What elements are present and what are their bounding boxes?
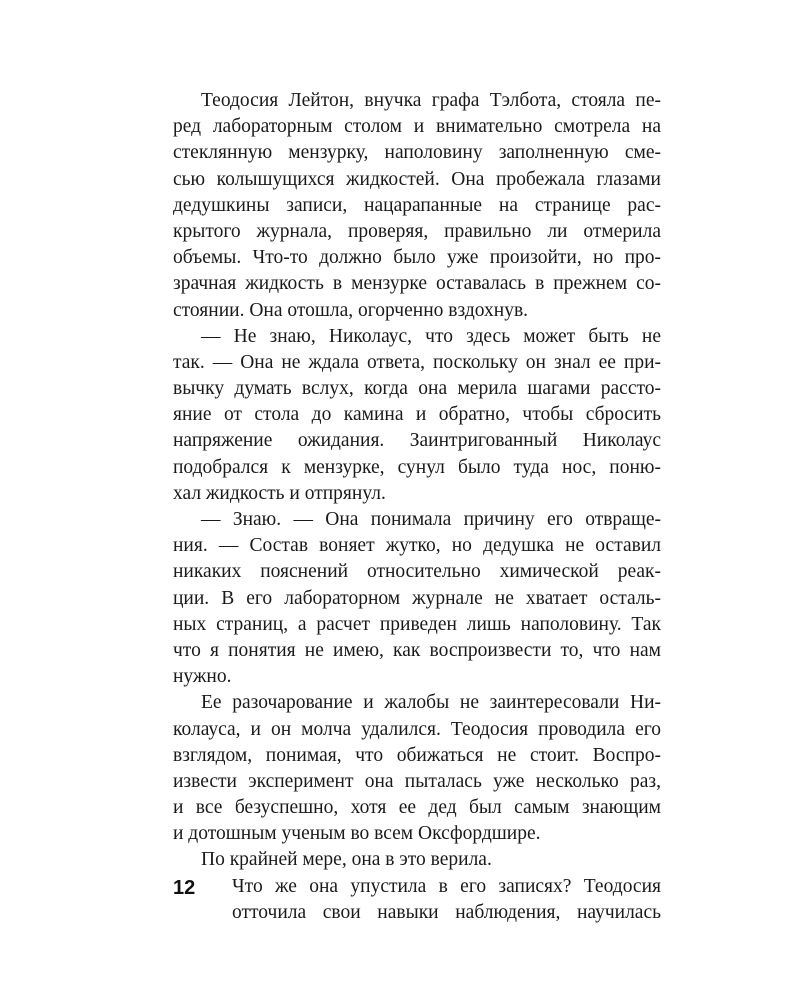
text-line: колауса, и он молча удалился. Теодосия проводила его xyxy=(173,718,661,740)
text-line: стоянии. Она отошла, огорченно вздохнув. xyxy=(173,299,529,321)
text-line: сью колышущихся жидкостей. Она пробежала глазами xyxy=(173,168,661,190)
book-page-text xyxy=(173,88,661,926)
text-line: подобрался к мензурке, сунул было туда нос, поню- xyxy=(173,456,661,478)
text-line: хал жидкость и отпрянул. xyxy=(173,482,386,504)
text-line: напряжение ожидания. Заинтригованный Николаус xyxy=(173,430,661,452)
text-line: зрачная жидкость в мензурке оставалась в прежнем со- xyxy=(173,273,661,295)
text-line: извести эксперимент она пыталась уже несколько раз, xyxy=(173,770,661,792)
text-line: ных страниц, а расчет приведен лишь наполовину. Так xyxy=(173,613,661,635)
text-line: вычку думать вслух, когда она мерила шагами рассто- xyxy=(173,378,661,400)
text-line: крытого журнала, проверяя, правильно ли отмерила xyxy=(173,220,661,242)
text-line: ред лабораторным столом и внимательно смотрела на xyxy=(173,116,661,138)
text-line: дедушкины записи, нацарапанные на странице рас- xyxy=(173,194,661,216)
text-line: яние от стола до камина и обратно, чтобы сбросить xyxy=(173,404,661,426)
text-line: — Не знаю, Николаус, что здесь может быть не xyxy=(201,325,661,347)
text-line: Теодосия Лейтон, внучка графа Тэлбота, стояла пе- xyxy=(201,90,661,111)
text-line: — Знаю. — Она понимала причину его отвраще- xyxy=(201,509,661,530)
text-line: и все безуспешно, хотя ее дед был самым знающим xyxy=(173,797,661,819)
text-line: так. — Она не ждала ответа, поскольку он знал ее при- xyxy=(173,351,661,373)
text-line: ции. В его лабораторном журнале не хватает осталь- xyxy=(173,587,661,609)
text-line: объемы. Что-то должно было уже произойти, но про- xyxy=(173,247,661,269)
text-line: По крайней мере, она в это верила. xyxy=(201,849,492,871)
text-line: ния. — Состав воняет жутко, но дедушка не оставил xyxy=(173,535,661,557)
text-line: никаких пояснений относительно химической реак- xyxy=(173,561,661,583)
text-line: и дотошным ученым во всем Оксфордшире. xyxy=(173,823,541,845)
page-number: 12 xyxy=(173,877,196,899)
text-line: что я понятия не имею, как воспроизвести то, что нам xyxy=(173,639,661,661)
text-line: Ее разочарование и жалобы не заинтересовали Ни- xyxy=(201,692,661,714)
text-line: нужно. xyxy=(173,666,232,688)
text-line: отточила свои навыки наблюдения, научилась xyxy=(232,901,661,923)
text-line: Что же она упустила в его записях? Теодосия xyxy=(232,875,661,897)
text-line: взглядом, понимая, что обижаться не стоит. Воспро- xyxy=(173,744,661,766)
text-line: стеклянную мензурку, наполовину заполненную сме- xyxy=(173,142,661,164)
